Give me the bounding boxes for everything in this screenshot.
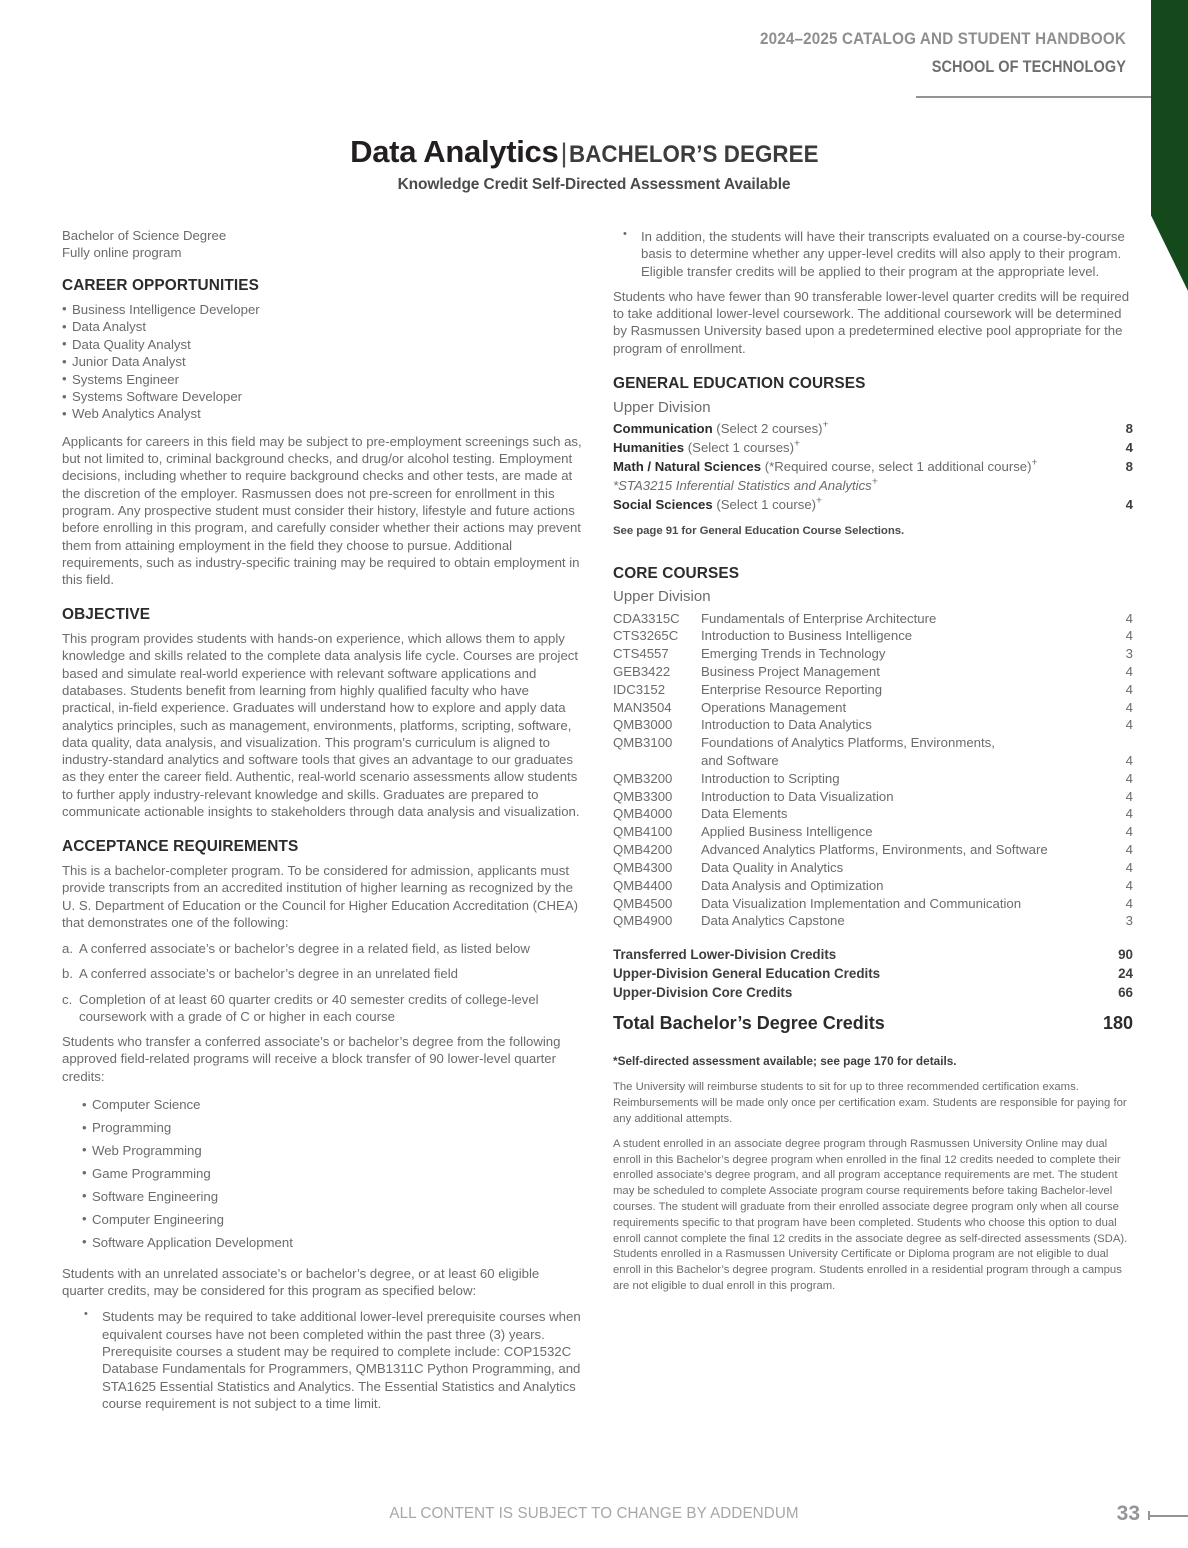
footnote-marker: + bbox=[1031, 457, 1038, 469]
core-courses-table bbox=[613, 610, 1133, 931]
acceptance-requirements-heading: ACCEPTANCE REQUIREMENTS bbox=[62, 838, 299, 856]
list-item-text: Completion of at least 60 quarter credits or 40 semester credits of college-level coursework with a grade of C or higher in each course bbox=[79, 991, 539, 1024]
list-item: • Systems Engineer bbox=[62, 371, 582, 388]
course-name: Enterprise Resource Reporting bbox=[701, 681, 883, 697]
list-item: • Junior Data Analyst bbox=[62, 353, 582, 370]
credit-totals-table bbox=[613, 945, 1133, 1037]
dual-enrollment-paragraph: A student enrolled in an associate degree program through Rasmussen University Online may dual enroll in this Bachelor’s degree program when enrolled in the final 12 credits needed to complete their enrolled associate’s degree program, and all program acceptance requirements are met. The student may be scheduled to complete Associate program course requirements before taking Bachelor-level courses. The student will graduate from their enrolled associate degree program only when all course requirements specific to that program have been completed. Students who choose this option to dual enroll cannot complete the final 12 credits in the associate degree as self-directed assessments (SDA). Students enrolled in a Rasmussen University Certificate or Diploma program are not eligible to dual enroll in this Bachelor’s degree program. Students enrolled in a residential program through a campus are not eligible to dual enroll in this program. bbox=[613, 1137, 1128, 1293]
credits-value: 4 bbox=[1125, 859, 1133, 875]
grand-total-row bbox=[613, 1011, 1133, 1037]
school-name: SCHOOL OF TECHNOLOGY bbox=[931, 57, 1126, 76]
list-item: • Business Intelligence Developer bbox=[62, 301, 582, 318]
left-column bbox=[62, 228, 582, 1420]
list-item: • Web Programming bbox=[82, 1140, 582, 1163]
career-disclaimer-paragraph: Applicants for careers in this field may be subject to pre-employment screenings such as, but not limited to, criminal background checks, and drug/or alcohol testing. Employment decisions, including whether to require background checks and other tests, are made at the discretion of the employer. Rasmussen does not pre-screen for enrollment in this program. Any prospective student must consider their history, lifestyle and future actions before enrolling in this program, and carefully consider whether their actions may prevent them from attaining employment in the field they choose to pursue. Additional requirements, such as industry-specific training may be required to obtain employment in this field. bbox=[62, 433, 582, 588]
objective-paragraph: This program provides students with hands-on experience, which allows them to apply knowledge and skills related to the complete data analysis life cycle. Courses are project based and simulate real-world experience with relevant software applications and databases. Students benefit from learning from highly qualified faculty who have practical, in-field experience. Graduates will understand how to explore and apply data analytics principles, such as management, environments, platforms, scripting, software, data quality, data analysis, and visualization. This program's curriculum is aligned to industry-standard analytics and software tools that gives an advantage to our graduates as they enter the career field. Authentic, real-world scenario assessments allow students to further apply industry-relevant knowledge and skills. Graduates are prepared to communicate actionable insights to stakeholders through data analysis and visualization. bbox=[62, 631, 580, 819]
table-row bbox=[613, 945, 1133, 964]
list-item-text: A conferred associate’s or bachelor’s degree in a related field, as listed below bbox=[79, 941, 530, 957]
credits-value: 4 bbox=[1125, 663, 1133, 679]
course-code: QMB4300 bbox=[613, 859, 673, 875]
credits-value: 4 bbox=[1125, 824, 1133, 840]
course-name: Introduction to Data Visualization bbox=[701, 788, 894, 804]
course-name: Introduction to Data Analytics bbox=[701, 717, 872, 733]
course-name: Data Analysis and Optimization bbox=[701, 877, 884, 893]
unrelated-degree-paragraph: Students with an unrelated associate’s or bachelor’s degree, or at least 60 eligible quarter credits, may be considered for this program as specified below: bbox=[62, 1265, 540, 1299]
credits-value: 4 bbox=[1125, 806, 1133, 822]
list-marker: b. bbox=[62, 966, 73, 982]
credits-value: 4 bbox=[1125, 770, 1133, 786]
credits-value: 4 bbox=[1125, 440, 1133, 456]
program-title-block bbox=[0, 136, 1188, 194]
list-item: • Systems Software Developer bbox=[62, 388, 582, 405]
table-row bbox=[613, 788, 1133, 806]
header-divider bbox=[916, 96, 1151, 98]
degree-line-2: Fully online program bbox=[62, 244, 182, 260]
gened-required-course-text: *STA3215 Inferential Statistics and Analytics bbox=[613, 478, 872, 494]
table-row bbox=[613, 877, 1133, 895]
grand-total-value: 180 bbox=[1102, 1013, 1133, 1034]
list-item: • Students may be required to take additional lower-level prerequisite courses when equivalent courses have not been completed within the past three (3) years. Prerequisite courses a student may be required to complete include: COP1532C Database Fundamentals for Programmers, QMB1311C Python Programming, and STA1625 Essential Statistics and Analytics. The Essential Statistics and Analytics course requirement is not subject to a time limit. bbox=[80, 1308, 582, 1412]
table-row bbox=[613, 419, 1133, 438]
table-row bbox=[613, 663, 1133, 681]
table-row bbox=[613, 681, 1133, 699]
list-marker: c. bbox=[62, 991, 73, 1007]
table-row bbox=[613, 699, 1133, 717]
total-value: 66 bbox=[1118, 985, 1133, 1001]
core-upper-division-subheading: Upper Division bbox=[613, 588, 711, 606]
general-education-table bbox=[613, 419, 1133, 515]
credits-value: 4 bbox=[1125, 717, 1133, 733]
career-opportunities-heading: CAREER OPPORTUNITIES bbox=[62, 277, 259, 295]
table-row bbox=[613, 841, 1133, 859]
credits-value: 4 bbox=[1125, 497, 1133, 513]
title-separator: | bbox=[560, 138, 568, 168]
credits-value: 8 bbox=[1125, 459, 1133, 475]
course-name-continued: and Software bbox=[701, 753, 779, 769]
course-name: Data Elements bbox=[701, 806, 788, 822]
approved-programs-list bbox=[82, 1094, 582, 1255]
course-code: QMB3100 bbox=[613, 735, 673, 751]
course-code: CDA3315C bbox=[613, 610, 680, 626]
table-row bbox=[613, 823, 1133, 841]
course-name: Fundamentals of Enterprise Architecture bbox=[701, 610, 937, 626]
gened-category bbox=[613, 419, 1087, 438]
credits-value: 4 bbox=[1125, 895, 1133, 911]
list-marker: a. bbox=[62, 941, 73, 957]
credits-value: 4 bbox=[1125, 699, 1133, 715]
table-row bbox=[613, 859, 1133, 877]
total-value: 24 bbox=[1118, 966, 1133, 982]
course-code: QMB4200 bbox=[613, 842, 673, 858]
course-name: Business Project Management bbox=[701, 663, 880, 679]
course-code: CTS4557 bbox=[613, 646, 669, 662]
table-row bbox=[613, 457, 1133, 476]
table-row bbox=[613, 964, 1133, 983]
total-label: Upper-Division General Education Credits bbox=[613, 966, 881, 982]
gened-category-detail: (*Required course, select 1 additional course) bbox=[761, 459, 1032, 475]
degree-line-1: Bachelor of Science Degree bbox=[62, 228, 227, 243]
footnote-marker: + bbox=[822, 419, 829, 431]
list-item: • Programming bbox=[82, 1117, 582, 1140]
program-name: Data Analytics bbox=[350, 134, 559, 169]
transfer-intro-paragraph: Students who transfer a conferred associate’s or bachelor’s degree from the following approved field-related programs will receive a block transfer of 90 lower-level quarter credits: bbox=[62, 1034, 561, 1084]
gened-category-name: Humanities bbox=[613, 440, 685, 456]
credits-value: 4 bbox=[1125, 628, 1133, 644]
fewer-than-90-paragraph: Students who have fewer than 90 transferable lower-level quarter credits will be required to take additional lower-level coursework. The additional coursework will be determined by Rasmussen University based upon a predetermined elective pool appropriate for the program of enrollment. bbox=[613, 288, 1130, 356]
table-row bbox=[613, 627, 1133, 645]
career-opportunities-list bbox=[62, 301, 582, 423]
gened-category bbox=[613, 457, 1087, 476]
footnote-marker: + bbox=[816, 496, 823, 508]
table-row bbox=[613, 912, 1133, 930]
course-code: QMB4000 bbox=[613, 806, 673, 822]
credits-value: 3 bbox=[1125, 646, 1133, 662]
total-value: 90 bbox=[1118, 947, 1133, 963]
course-code: IDC3152 bbox=[613, 681, 666, 697]
course-name: Applied Business Intelligence bbox=[701, 824, 873, 840]
course-code: QMB4500 bbox=[613, 895, 673, 911]
certification-reimbursement-paragraph: The University will reimburse students to sit for up to three recommended certification exams. Reimbursements will be made only once per certification exam. Students are responsible for paying for any additional attempts. bbox=[613, 1081, 1127, 1125]
course-name: Introduction to Business Intelligence bbox=[701, 628, 913, 644]
list-item: • Computer Science bbox=[82, 1094, 582, 1117]
objective-heading: OBJECTIVE bbox=[62, 606, 151, 624]
table-row bbox=[613, 770, 1133, 788]
credits-value: 4 bbox=[1125, 842, 1133, 858]
gened-category-detail: (Select 1 course) bbox=[712, 497, 817, 513]
course-name: Introduction to Scripting bbox=[701, 770, 840, 786]
transcript-evaluation-bullets bbox=[613, 228, 1133, 280]
gened-category bbox=[613, 495, 1087, 514]
gened-category bbox=[613, 438, 1087, 457]
page-number-tick-decoration bbox=[1148, 1515, 1188, 1517]
course-code: MAN3504 bbox=[613, 699, 672, 715]
gened-required-course bbox=[613, 476, 1087, 495]
credits-value: 3 bbox=[1125, 913, 1133, 929]
list-item: • In addition, the students will have their transcripts evaluated on a course-by-course basis to determine whether any upper-level credits will also apply to their program. Eligible transfer credits will be applied to their program at the appropriate level. bbox=[619, 228, 1133, 280]
list-item: • Software Engineering bbox=[82, 1186, 582, 1209]
table-row bbox=[613, 895, 1133, 913]
course-code: QMB4900 bbox=[613, 913, 673, 929]
catalog-title: 2024–2025 CATALOG AND STUDENT HANDBOOK bbox=[759, 30, 1126, 48]
general-education-courses-heading: GENERAL EDUCATION COURSES bbox=[613, 374, 866, 392]
course-code: CTS3265C bbox=[613, 628, 679, 644]
credits-value: 8 bbox=[1125, 420, 1133, 436]
course-code: QMB4100 bbox=[613, 824, 673, 840]
gened-category-name: Social Sciences bbox=[613, 497, 713, 513]
footnote-marker: + bbox=[794, 438, 801, 450]
gened-category-name: Math / Natural Sciences bbox=[613, 459, 762, 475]
list-item bbox=[62, 940, 582, 957]
core-courses-heading: CORE COURSES bbox=[613, 564, 740, 582]
list-item-text: A conferred associate’s or bachelor’s degree in an unrelated field bbox=[79, 966, 459, 982]
footer-notice: ALL CONTENT IS SUBJECT TO CHANGE BY ADDENDUM bbox=[389, 1505, 799, 1522]
course-code: QMB3200 bbox=[613, 770, 673, 786]
credits-value: 4 bbox=[1125, 753, 1133, 769]
table-row bbox=[613, 752, 1133, 770]
degree-type: BACHELOR’S DEGREE bbox=[569, 141, 820, 168]
list-item: • Data Quality Analyst bbox=[62, 336, 582, 353]
list-item: • Software Application Development bbox=[82, 1232, 582, 1255]
list-item: • Game Programming bbox=[82, 1163, 582, 1186]
gened-category-detail: (Select 2 courses) bbox=[712, 420, 823, 436]
list-item bbox=[62, 991, 582, 1026]
gened-category-name: Communication bbox=[613, 420, 713, 436]
course-name: Data Quality in Analytics bbox=[701, 859, 844, 875]
total-label: Transferred Lower-Division Credits bbox=[613, 947, 837, 963]
acceptance-intro-paragraph: This is a bachelor-completer program. To be considered for admission, applicants must provide transcripts from an accredited institution of higher learning as recognized by the U. S. Department of Education or the Council for Higher Education Accreditation (CHEA) that demonstrates one of the following: bbox=[62, 862, 579, 930]
course-code: GEB3422 bbox=[613, 663, 671, 679]
course-name: Data Analytics Capstone bbox=[701, 913, 845, 929]
course-name: Foundations of Analytics Platforms, Environments, bbox=[701, 735, 995, 751]
gened-category-detail: (Select 1 courses) bbox=[684, 440, 795, 456]
table-row bbox=[613, 805, 1133, 823]
credits-value: 4 bbox=[1125, 610, 1133, 626]
table-row bbox=[613, 610, 1133, 628]
program-tagline: Knowledge Credit Self-Directed Assessment Available bbox=[397, 175, 791, 193]
right-column bbox=[613, 228, 1133, 1304]
credits-value: 4 bbox=[1125, 681, 1133, 697]
course-name: Operations Management bbox=[701, 699, 847, 715]
list-item: • Web Analytics Analyst bbox=[62, 405, 582, 422]
credits-value: 4 bbox=[1125, 877, 1133, 893]
course-name: Advanced Analytics Platforms, Environments, and Software bbox=[701, 842, 1048, 858]
prerequisite-bullets-list bbox=[62, 1308, 582, 1412]
credits-value: 4 bbox=[1125, 788, 1133, 804]
table-row bbox=[613, 495, 1133, 514]
acceptance-requirements-list bbox=[62, 940, 582, 1025]
page-title bbox=[0, 136, 1188, 169]
page-header bbox=[426, 30, 1126, 77]
gened-upper-division-subheading: Upper Division bbox=[613, 398, 711, 416]
table-row bbox=[613, 476, 1133, 495]
list-item bbox=[62, 965, 582, 982]
grand-total-label: Total Bachelor’s Degree Credits bbox=[613, 1013, 885, 1034]
course-code: QMB3300 bbox=[613, 788, 673, 804]
list-item: • Computer Engineering bbox=[82, 1209, 582, 1232]
table-row bbox=[613, 645, 1133, 663]
footnote-marker: + bbox=[871, 476, 878, 488]
self-directed-assessment-footnote: *Self-directed assessment available; see page 170 for details. bbox=[613, 1053, 957, 1068]
page-number: 33 bbox=[1116, 1502, 1140, 1525]
table-row bbox=[613, 734, 1133, 752]
course-code: QMB3000 bbox=[613, 717, 673, 733]
table-row bbox=[613, 716, 1133, 734]
gened-selection-note: See page 91 for General Education Course Selections. bbox=[613, 524, 905, 537]
list-item: • Data Analyst bbox=[62, 318, 582, 335]
course-code: QMB4400 bbox=[613, 877, 673, 893]
table-row bbox=[613, 983, 1133, 1002]
total-label: Upper-Division Core Credits bbox=[613, 985, 793, 1001]
course-name: Emerging Trends in Technology bbox=[701, 646, 886, 662]
course-name: Data Visualization Implementation and Communication bbox=[701, 895, 1022, 911]
table-row bbox=[613, 438, 1133, 457]
